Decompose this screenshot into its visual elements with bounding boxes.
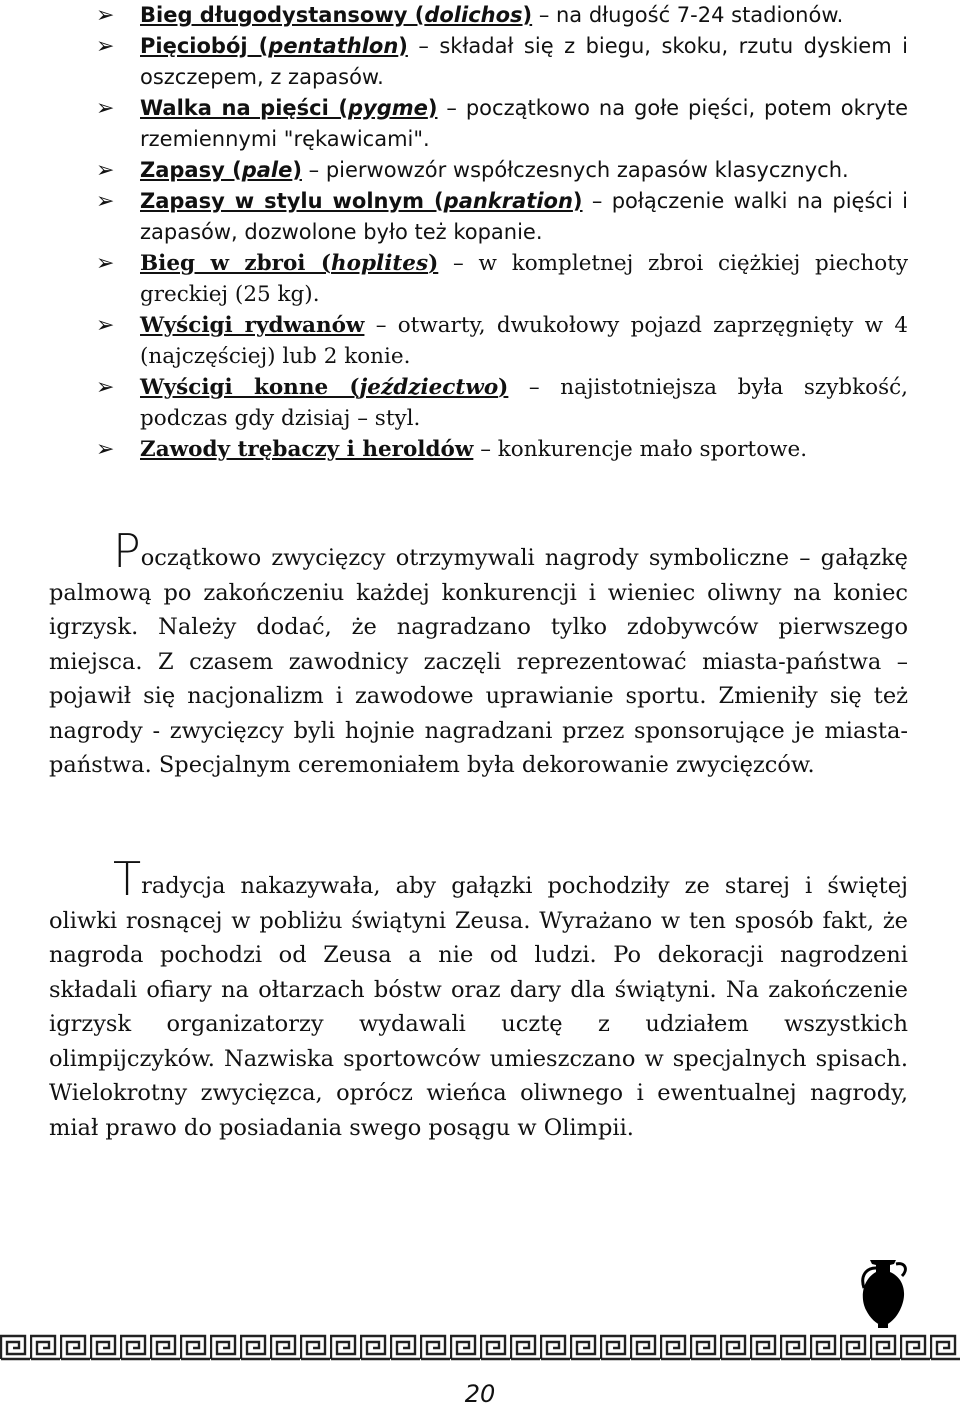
term-name: Wyścigi rydwanów — [140, 313, 365, 338]
term-description: – konkurencje mało sportowe. — [473, 437, 808, 462]
term-close: ) — [498, 375, 509, 400]
term-name: Bieg długodystansowy ( — [140, 3, 425, 27]
arrow-bullet-icon: ➢ — [96, 251, 115, 276]
term-name: Bieg w zbroi ( — [140, 251, 332, 276]
paragraph-tradition — [49, 852, 908, 1145]
term-description: – pierwowzór współczesnych zapasów klasycznych. — [301, 158, 849, 182]
term-description: – połączenie walki na pięści i zapasów, dozwolone było też kopanie. — [140, 189, 908, 244]
list-item — [96, 372, 908, 434]
term — [140, 313, 364, 338]
term-description: – najistotniejsza była szybkość, podczas gdy dzisiaj – styl. — [140, 375, 908, 431]
term-description: – na długość 7-24 stadionów. — [532, 3, 844, 27]
drop-cap: P — [113, 524, 141, 578]
paragraph-text: oczątkowo zwycięzcy otrzymywali nagrody symboliczne – gałązkę palmową po zakończeniu każdej konkurencji i wieniec oliwny na koniec igrzysk. Należy dodać, że nagradzano tylko zdobywców pierwszego miejsca. Z czasem zawodnicy zaczęli reprezentować miasta-państwa – pojawił się nacjonalizm i zawodowe uprawianie sportu. Zmieniły się też nagrody - zwycięzcy byli hojnie nagradzani przez sponsorujące je miasta-państwa. Specjalnym ceremoniałem była dekorowanie zwycięzców. — [49, 545, 908, 778]
drop-cap: T — [113, 852, 142, 906]
term-greek: jeździectwo — [359, 375, 499, 400]
term-description: – składał się z biegu, skoku, rzutu dyskiem i oszczepem, z zapasów. — [140, 34, 908, 89]
term — [140, 375, 508, 400]
term-greek: hoplites — [331, 251, 429, 276]
arrow-bullet-icon: ➢ — [96, 34, 115, 59]
amphora-icon — [856, 1258, 910, 1328]
term-close: ) — [572, 189, 583, 213]
list-item — [96, 248, 908, 310]
term-greek: pale — [241, 158, 293, 182]
arrow-bullet-icon: ➢ — [96, 437, 115, 462]
term — [140, 3, 532, 27]
arrow-bullet-icon: ➢ — [96, 96, 115, 121]
arrow-bullet-icon: ➢ — [96, 313, 115, 338]
term-greek: pentathlon — [268, 34, 399, 58]
term-close: ) — [398, 34, 408, 58]
term — [140, 251, 438, 276]
list-item — [96, 310, 908, 372]
term — [140, 158, 302, 182]
term-greek: pygme — [347, 96, 428, 120]
greek-key-border — [0, 1332, 960, 1362]
term — [140, 34, 408, 58]
arrow-bullet-icon: ➢ — [96, 3, 115, 28]
term-name: Zapasy ( — [140, 158, 242, 182]
term-description: – otwarty, dwukołowy pojazd zaprzęgnięty w 4 (najczęściej) lub 2 konie. — [140, 313, 908, 369]
list-item — [96, 155, 908, 186]
arrow-bullet-icon: ➢ — [96, 189, 115, 214]
list-item — [96, 31, 908, 93]
paragraph-text: radycja nakazywała, aby gałązki pochodziły ze starej i świętej oliwki rosnącej w pobliżu świątyni Zeusa. Wyrażano w ten sposób fakt, że nagroda pochodzi od Zeusa a nie od ludzi. Po dekoracji nagrodzeni składali ofiary na ołtarzach bóstw oraz dary dla świątyni. Na zakończenie igrzysk organizatorzy wydawali ucztę z udziałem wszystkich olimpijczyków. Nazwiska sportowców umieszczano w specjalnych spisach. Wielokrotny zwycięzca, oprócz wieńca oliwnego i ewentualnej nagrody, miał prawo do posiadania swego posągu w Olimpii. — [49, 873, 908, 1141]
term — [140, 437, 473, 462]
term-name: Zapasy w stylu wolnym ( — [140, 189, 444, 213]
list-item — [96, 186, 908, 248]
arrow-bullet-icon: ➢ — [96, 375, 115, 400]
term-name: Wyścigi konne ( — [140, 375, 360, 400]
term-greek: dolichos — [424, 3, 523, 27]
term-close: ) — [428, 251, 439, 276]
term-name: Walka na pięści ( — [140, 96, 348, 120]
paragraph-prizes — [49, 524, 908, 783]
list-item — [96, 0, 908, 31]
term-name: Pięciobój ( — [140, 34, 269, 58]
term-close: ) — [292, 158, 302, 182]
page-number: 20 — [464, 1380, 496, 1408]
list-item — [96, 93, 908, 155]
term-description: – początkowo na gołe pięści, potem okryte rzemiennymi "rękawicami". — [140, 96, 908, 151]
term-name: Zawody trębaczy i heroldów — [140, 437, 474, 462]
list-item — [96, 434, 908, 465]
term-close: ) — [427, 96, 438, 120]
sports-list — [96, 0, 908, 465]
term — [140, 189, 583, 213]
term — [140, 96, 437, 120]
arrow-bullet-icon: ➢ — [96, 158, 115, 183]
term-description: – w kompletnej zbroi ciężkiej piechoty greckiej (25 kg). — [140, 251, 908, 307]
term-greek: pankration — [443, 189, 573, 213]
term-close: ) — [522, 3, 533, 27]
